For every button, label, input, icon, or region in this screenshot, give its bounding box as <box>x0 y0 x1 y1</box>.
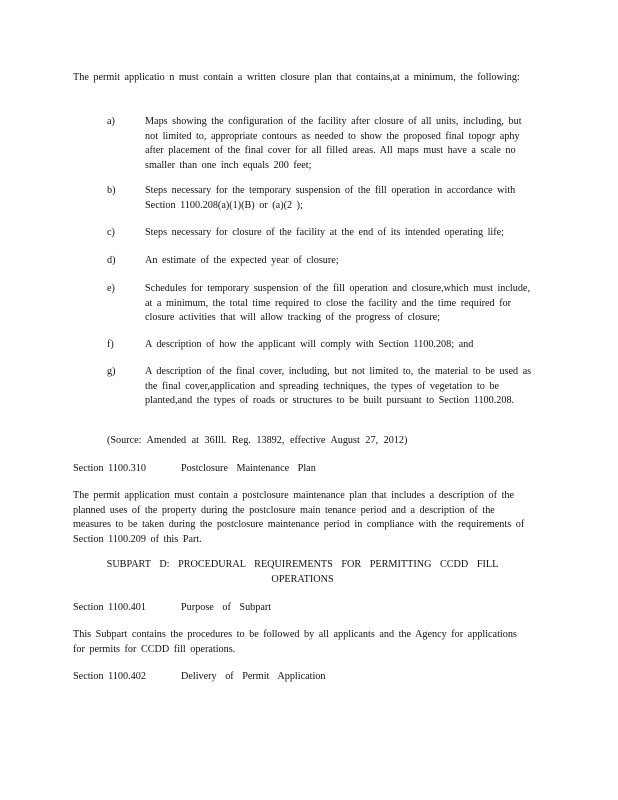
section-title: Postclosure Maintenance Plan <box>181 463 316 474</box>
list-item-letter: d) <box>107 255 116 266</box>
list-item-text: An estimate of the expected year of closure; <box>145 255 339 266</box>
section-title: Delivery of Permit Application <box>181 671 326 682</box>
list-item-letter: c) <box>107 227 115 238</box>
list-item-text: A description of how the applicant will comply with Section 1100.208; and <box>145 339 474 350</box>
list-item-letter: b) <box>107 185 116 196</box>
section-title: Purpose of Subpart <box>181 602 272 613</box>
list-item-letter: f) <box>107 339 114 350</box>
purpose-paragraph: This Subpart contains the procedures to be followed by all applicants and the Agency for applications for permits for CCDD fill operations. <box>73 629 517 655</box>
intro-paragraph: The permit applicatio n must contain a written closure plan that contains,at a minimum, the following: <box>73 72 520 83</box>
list-item-text: Schedules for temporary suspension of the fill operation and closure,which must include, at a minimum, the total time required to close the facility and the time required for closure activities that will allow tracking of the progress of closure; <box>145 283 530 324</box>
section-number: Section 1100.402 <box>73 671 146 682</box>
subpart-heading: SUBPART D: PROCEDURAL REQUIREMENTS FOR PERMITTING CCDD FILL OPERATIONS <box>106 559 499 585</box>
postclosure-paragraph: The permit application must contain a postclosure maintenance plan that includes a description of the planned uses of the property during the postclosure main tenance period and a description of the measures to be taken during the postclosure maintenance period in compliance with the requirements of Section 1100.209 of this Part. <box>73 490 525 545</box>
list-item-text: Steps necessary for the temporary suspension of the fill operation in accordance with Section 1100.208(a)(1)(B) or (a)(2 ); <box>145 185 516 211</box>
list-item-text: A description of the final cover, including, but not limited to, the material to be used as the final cover,application and spreading techniques, the types of vegetation to be planted,and the types of roads or structures to be built pursuant to Section 1100.208. <box>145 366 532 407</box>
section-number: Section 1100.310 <box>73 463 146 474</box>
list-item-text: Steps necessary for closure of the facility at the end of its intended operating life; <box>145 227 504 238</box>
list-item-letter: a) <box>107 116 115 127</box>
list-item-letter: g) <box>107 366 116 377</box>
list-item-letter: e) <box>107 283 115 294</box>
section-number: Section 1100.401 <box>73 602 146 613</box>
source-note: (Source: Amended at 36Ill. Reg. 13892, effective August 27, 2012) <box>107 435 408 446</box>
list-item-text: Maps showing the configuration of the facility after closure of all units, including, but not limited to, appropriate contours as needed to show the proposed final topogr aphy after placement of the final cover for all filled areas. All maps must have a scale no smaller than one inch equals 200 feet; <box>145 116 522 171</box>
